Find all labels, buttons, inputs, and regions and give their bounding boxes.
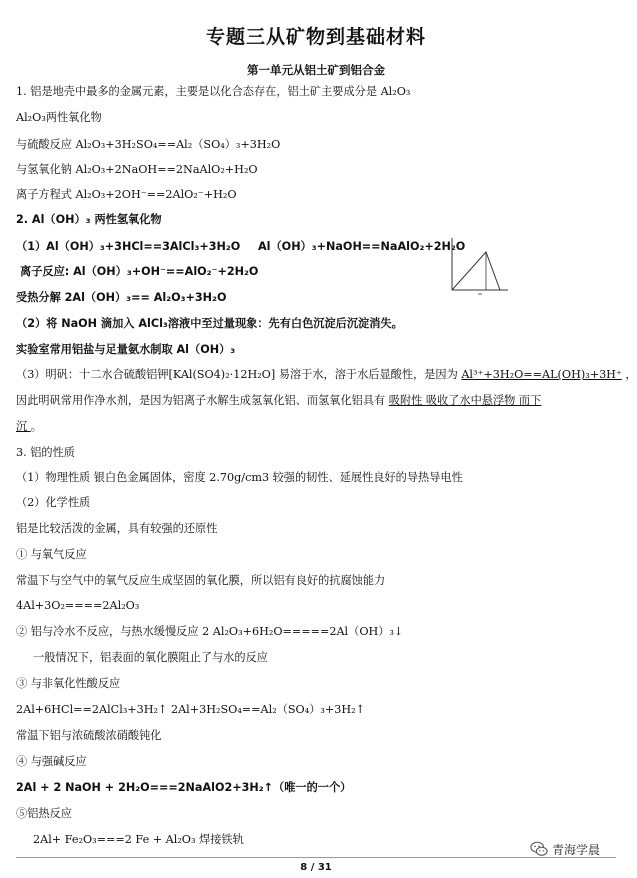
text-line-8: 离子反应: Al（OH）₃+OH⁻==AlO₂⁻+2H₂O (20, 265, 259, 278)
text-line-27: ④ 与强碱反应 (16, 755, 87, 768)
text-line-2: Al₂O₃两性氧化物 (16, 111, 102, 124)
text-line-26: 常温下铝与浓硫酸浓硝酸钝化 (16, 729, 162, 742)
text-line-13 (16, 393, 541, 409)
page-title: 专题三从矿物到基础材料 (205, 26, 426, 48)
precipitate-graph (448, 236, 510, 298)
text-line-12a: （3）明矾：十二水合硫酸铝钾[KAl(SO4)₂·12H₂O] 易溶于水，溶于水后显酸性，是因为 (16, 368, 462, 381)
answer-blank-1: Al³⁺+3H₂O==AL(OH)₃+3H⁺ (461, 368, 622, 381)
page-number: 8 / 31 (300, 862, 332, 873)
text-line-30: 2Al+ Fe₂O₃===2 Fe + Al₂O₃ 焊接铁轨 (33, 833, 244, 846)
text-line-15: 3. 铝的性质 (16, 446, 75, 459)
answer-blank-2: 吸附性 吸收了水中悬浮物 而下 (388, 394, 542, 407)
text-line-29: ⑤铝热反应 (16, 807, 72, 820)
text-line-20: 常温下与空气中的氧气反应生成坚固的氧化膜，所以铝有良好的抗腐蚀能力 (16, 574, 386, 587)
text-line-10: （2）将 NaOH 滴加入 AlCl₃溶液中至过量现象：先有白色沉淀后沉淀消失。 (16, 317, 403, 330)
text-line-28: 2Al + 2 NaOH + 2H₂O===2NaAlO2+3H₂↑（唯一的一个） (16, 781, 352, 794)
text-line-16: （1）物理性质 银白色金属固体，密度 2.70g/cm3 较强的韧性、延展性良好的导热导电性 (16, 471, 463, 484)
watermark (530, 840, 600, 858)
text-line-7a: （1）Al（OH）₃+3HCl==3AlCl₃+3H₂O (16, 240, 241, 253)
text-line-4: 与氢氧化钠 Al₂O₃+2NaOH==2NaAlO₂+H₂O (16, 163, 258, 176)
footer-divider (16, 857, 616, 858)
text-line-21: 4Al+3O₂====2Al₂O₃ (16, 599, 140, 612)
text-line-23: 一般情况下，铝表面的氧化膜阻止了与水的反应 (33, 651, 268, 664)
section-subtitle: 第一单元从铝土矿到铝合金 (247, 63, 385, 77)
text-line-3: 与硫酸反应 Al₂O₃+3H₂SO₄==Al₂（SO₄）₃+3H₂O (16, 138, 281, 151)
text-line-25: 2Al+6HCl==2AlCl₃+3H₂↑ 2Al+3H₂SO₄==Al₂（SO₄）₃+3H₂↑ (16, 703, 365, 716)
text-line-7b: Al（OH）₃+NaOH==NaAlO₂+2H₂O (258, 240, 466, 253)
watermark-text: 青海学晨 (552, 842, 601, 857)
text-line-11: 实验室常用铝盐与足量氨水制取 Al（OH）₃ (16, 343, 236, 356)
graph-curve (452, 252, 500, 290)
text-line-19: ① 与氧气反应 (16, 548, 87, 561)
text-line-9: 受热分解 2Al（OH）₃== Al₂O₃+3H₂O (16, 291, 227, 304)
text-line-24: ③ 与非氧化性酸反应 (16, 677, 121, 690)
text-line-14 (16, 419, 42, 435)
text-line-12 (16, 367, 637, 383)
text-line-18: 铝是比较活泼的金属，具有较强的还原性 (16, 522, 218, 535)
text-line-6: 2. Al（OH）₃ 两性氢氧化物 (16, 213, 162, 226)
text-line-12c: ， (621, 368, 637, 381)
wechat-icon (530, 840, 548, 858)
answer-blank-3: 沉 (16, 420, 31, 433)
text-line-22: ② 铝与冷水不反应，与热水缓慢反应 2 Al₂O₃+6H₂O=====2Al（OH）₃↓ (16, 625, 404, 638)
text-line-5: 离子方程式 Al₂O₃+2OH⁻==2AlO₂⁻+H₂O (16, 188, 237, 201)
text-line-17: （2）化学性质 (16, 496, 91, 509)
text-line-1: 1. 铝是地壳中最多的金属元素，主要是以化合态存在，铝土矿主要成分是 Al₂O₃ (16, 85, 411, 98)
text-line-14b: 。 (30, 420, 42, 433)
text-line-13a: 因此明矾常用作净水剂，是因为铝离子水解生成氢氧化铝、而氢氧化铝具有 (16, 394, 389, 407)
